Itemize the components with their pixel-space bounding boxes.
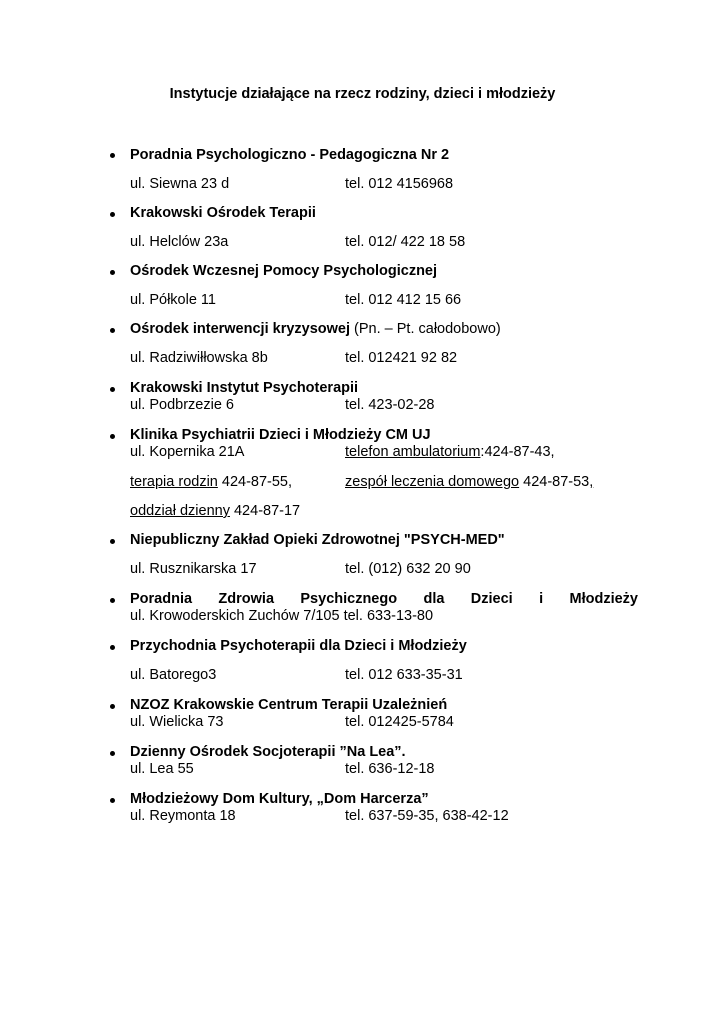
home-treatment-number: 424-87-53 [519,474,590,490]
bullet-icon [110,798,115,803]
bullet-icon [110,387,115,392]
institution-name: Przychodnia Psychoterapii dla Dzieci i Młodzieży [130,638,467,654]
bullet-icon [110,212,115,217]
bullet-icon [110,539,115,544]
institution-phone: tel. 636-12-18 [345,761,435,777]
bullet-icon [110,751,115,756]
institution-name: Dzienny Ośrodek Socjoterapii ”Na Lea”. [130,744,406,760]
ambulatory-phone [345,444,555,461]
name-word: Dzieci [470,591,513,607]
institution-address-phone: ul. Krowoderskich Zuchów 7/105 tel. 633-13-80 [130,608,434,624]
ambulatory-number: :424-87-43, [480,444,555,460]
institution-phone: tel. 012 633-35-31 [345,667,463,683]
institution-name: Młodzieżowy Dom Kultury, „Dom Harcerza” [130,791,429,807]
name-word: Poradnia [130,591,193,607]
institution-phone: tel. 012 412 15 66 [345,292,462,308]
institution-name-line [130,321,501,338]
institution-name: Klinika Psychiatrii Dzieci i Młodzieży CM UJ [130,427,431,443]
institution-phone: tel. 012 4156968 [345,176,454,192]
bullet-icon [110,328,115,333]
home-treatment-phone [345,474,593,491]
institution-address: ul. Lea 55 [130,761,194,777]
institution-name: Ośrodek Wczesnej Pomocy Psychologicznej [130,263,438,279]
institution-phone: tel. 012425-5784 [345,714,454,730]
institution-address: ul. Wielicka 73 [130,714,224,730]
family-therapy-number: 424-87-55, [217,474,293,490]
institution-phone: tel. 423-02-28 [345,397,435,413]
home-treatment-comma: , [589,474,594,490]
institution-address: ul. Radziwiłłowska 8b [130,350,268,366]
name-word: i [539,591,544,607]
institution-name: Krakowski Instytut Psychoterapii [130,380,359,396]
bullet-icon [110,645,115,650]
institution-name: Ośrodek interwencji kryzysowej [130,321,351,337]
page-title: Instytucje działające na rzecz rodziny, dzieci i młodzieży [169,86,556,102]
home-treatment-label: zespół leczenia domowego [345,474,520,490]
institution-phone: tel. 637-59-35, 638-42-12 [345,808,509,824]
institution-phone: tel. 012421 92 82 [345,350,458,366]
institution-address: ul. Podbrzezie 6 [130,397,234,413]
ambulatory-label: telefon ambulatorium [345,444,481,460]
bullet-icon [110,704,115,709]
family-therapy-phone [130,474,292,491]
name-word: Młodzieży [569,591,638,607]
bullet-icon [110,270,115,275]
institution-address: ul. Reymonta 18 [130,808,236,824]
name-word: Zdrowia [218,591,275,607]
institution-name: Poradnia Psychologiczno - Pedagogiczna Nr 2 [130,147,450,163]
institution-name [130,591,638,608]
institution-address: ul. Kopernika 21A [130,444,245,460]
institution-address: ul. Półkole 11 [130,292,216,308]
institution-address: ul. Helclów 23a [130,234,229,250]
bullet-icon [110,598,115,603]
institution-address: ul. Siewna 23 d [130,176,230,192]
name-word: dla [423,591,445,607]
institution-address: ul. Rusznikarska 17 [130,561,257,577]
family-therapy-label: terapia rodzin [130,474,218,490]
institution-name: Krakowski Ośrodek Terapii [130,205,316,221]
institution-name: Niepubliczny Zakład Opieki Zdrowotnej "PSYCH-MED" [130,532,505,548]
day-ward-phone [130,503,300,520]
institution-hours: (Pn. – Pt. całodobowo) [350,321,501,337]
bullet-icon [110,434,115,439]
bullet-icon [110,153,115,158]
institution-phone: tel. (012) 632 20 90 [345,561,471,577]
day-ward-number: 424-87-17 [229,503,301,519]
institution-address: ul. Batorego3 [130,667,217,683]
name-word: Psychicznego [300,591,398,607]
institution-name: NZOZ Krakowskie Centrum Terapii Uzależnień [130,697,448,713]
day-ward-label: oddział dzienny [130,503,230,519]
institution-phone: tel. 012/ 422 18 58 [345,234,466,250]
